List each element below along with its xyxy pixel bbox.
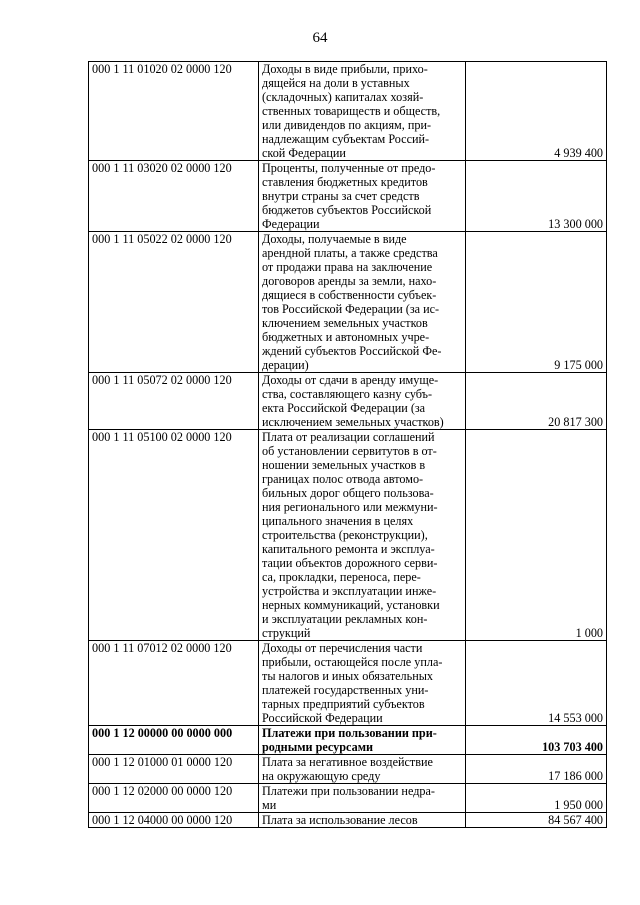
- classification-code: 000 1 12 04000 00 0000 120: [89, 813, 259, 828]
- amount-value: 4 939 400: [466, 62, 607, 161]
- amount-value: 1 950 000: [466, 784, 607, 813]
- amount-value: 20 817 300: [466, 373, 607, 430]
- revenue-description: Плата за использование лесов: [259, 813, 466, 828]
- amount-value: 14 553 000: [466, 641, 607, 726]
- table-row: [89, 755, 607, 784]
- table-row: [89, 373, 607, 430]
- classification-code: 000 1 12 02000 00 0000 120: [89, 784, 259, 813]
- classification-code: 000 1 11 01020 02 0000 120: [89, 62, 259, 161]
- revenue-description: Доходы от сдачи в аренду имуще- ства, составляющего казну субъ- екта Российской Федерации (за исключением земельных участков): [259, 373, 466, 430]
- revenue-description: Платежи при пользовании при- родными ресурсами: [259, 726, 466, 755]
- amount-value: 103 703 400: [466, 726, 607, 755]
- table-row: [89, 62, 607, 161]
- revenue-description: Плата за негативное воздействие на окружающую среду: [259, 755, 466, 784]
- classification-code: 000 1 11 07012 02 0000 120: [89, 641, 259, 726]
- classification-code: 000 1 11 03020 02 0000 120: [89, 161, 259, 232]
- amount-value: 1 000: [466, 430, 607, 641]
- classification-code: 000 1 11 05072 02 0000 120: [89, 373, 259, 430]
- revenue-description: Доходы, получаемые в виде арендной платы, а также средства от продажи права на заключение договоров аренды за земли, нахо- дящиеся в собственности субъек- тов Российской Федерации (за ис- ключением земельных участков бюджетных и автономных учре- ждений субъектов Российской Фе- дерации): [259, 232, 466, 373]
- table-row: [89, 232, 607, 373]
- table-row: [89, 784, 607, 813]
- table-row: [89, 641, 607, 726]
- classification-code: 000 1 11 05100 02 0000 120: [89, 430, 259, 641]
- revenue-description: Доходы от перечисления части прибыли, остающейся после упла- ты налогов и иных обязательных платежей государственных уни- тарных предприятий субъектов Российской Федерации: [259, 641, 466, 726]
- table-row: [89, 813, 607, 828]
- revenue-description: Платежи при пользовании недра- ми: [259, 784, 466, 813]
- revenue-description: Плата от реализации соглашений об установлении сервитутов в от- ношении земельных участков в границах полос отвода автомо- бильных дорог общего пользова- ния регионального или межмуни- ципального значения в целях строительства (реконструкции), капитального ремонта и эксплуа- тации объектов дорожного серви- са, прокладки, переноса, пере- устройства и эксплуатации инже- нерных коммуникаций, установки и эксплуатации рекламных кон- струкций: [259, 430, 466, 641]
- table-row: [89, 726, 607, 755]
- amount-value: 84 567 400: [466, 813, 607, 828]
- classification-code: 000 1 11 05022 02 0000 120: [89, 232, 259, 373]
- table-row: [89, 430, 607, 641]
- classification-code: 000 1 12 00000 00 0000 000: [89, 726, 259, 755]
- amount-value: 13 300 000: [466, 161, 607, 232]
- table-row: [89, 161, 607, 232]
- revenue-description: Доходы в виде прибыли, прихо- дящейся на доли в уставных (складочных) капиталах хозяй- ственных товариществ и обществ, или дивидендов по акциям, при- надлежащим субъектам Россий- ской Федерации: [259, 62, 466, 161]
- amount-value: 17 186 000: [466, 755, 607, 784]
- classification-code: 000 1 12 01000 01 0000 120: [89, 755, 259, 784]
- page-number: 64: [312, 30, 328, 46]
- revenue-description: Проценты, полученные от предо- ставления бюджетных кредитов внутри страны за счет средств бюджетов субъектов Российской Федерации: [259, 161, 466, 232]
- budget-revenue-table: [88, 61, 607, 828]
- amount-value: 9 175 000: [466, 232, 607, 373]
